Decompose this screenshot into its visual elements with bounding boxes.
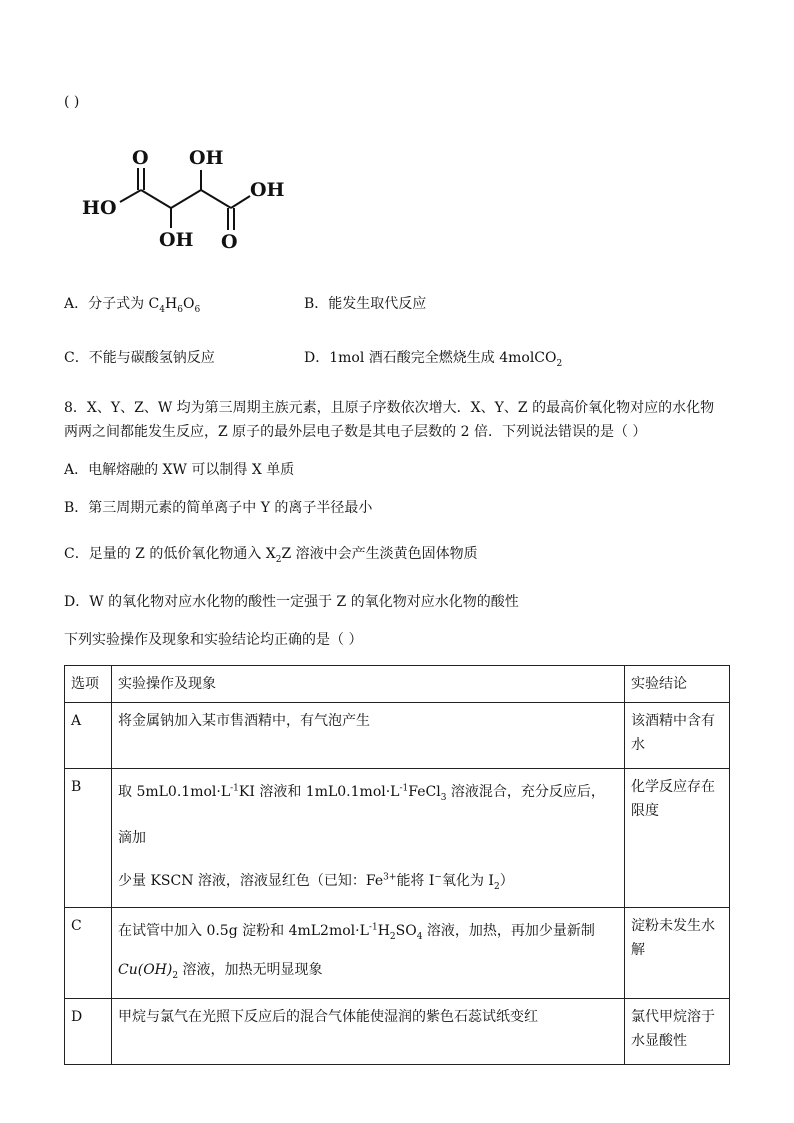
row-conclusion: 氯代甲烷溶于水显酸性 — [625, 999, 730, 1065]
row-operation: 将金属钠加入某市售酒精中，有气泡产生 — [112, 703, 625, 769]
row-conclusion: 淀粉未发生水解 — [625, 908, 730, 999]
row-conclusion: 化学反应存在限度 — [625, 769, 730, 908]
answer-bracket: ( ) — [64, 94, 80, 110]
q7-option-a: A．分子式为 $C_4H_6O_6$ — [64, 296, 201, 315]
q7-option-c: C．不能与碳酸氢钠反应 — [64, 350, 215, 366]
q9-stem: 下列实验操作及现象和实验结论均正确的是（ ） — [64, 632, 363, 648]
mol-label: O — [132, 147, 149, 169]
row-operation: 在试管中加入 0.5g 淀粉和 $4mL2mol\cdot L^{-1}H_2SO_4$ 溶液，加热，再加少量新制 $Cu(OH)_2$ 溶液，加热无明显现象 — [112, 908, 625, 999]
q8-option-a: A．电解熔融的 XW 可以制得 X 单质 — [64, 462, 295, 478]
row-operation: 取 $5mL0.1mol\cdot L^{-1}KI$ 溶液和 $1mL0.1mol\cdot L^{-1}FeCl_3$ 溶液混合，充分反应后，滴加 少量 KSCN 溶液，溶液显红色（已知：$Fe^{3+}$能将 I−氧化为 $I_2$） — [112, 769, 625, 908]
header-conclusion: 实验结论 — [625, 666, 730, 703]
table-header-row — [65, 666, 730, 703]
header-option: 选项 — [65, 666, 112, 703]
table-row — [65, 908, 730, 999]
row-option: C — [65, 908, 112, 999]
table-row — [65, 999, 730, 1065]
mol-label: O — [221, 231, 238, 253]
row-operation: 甲烷与氯气在光照下反应后的混合气体能使湿润的紫色石蕊试纸变红 — [112, 999, 625, 1065]
q8-option-d: D．W 的氧化物对应水化物的酸性一定强于 Z 的氧化物对应水化物的酸性 — [64, 594, 519, 610]
experiment-table — [64, 665, 730, 1065]
tartaric-acid-structure — [78, 140, 290, 255]
row-option: A — [65, 703, 112, 769]
table-row — [65, 703, 730, 769]
row-option: B — [65, 769, 112, 908]
mol-label: OH — [189, 147, 224, 169]
row-conclusion: 该酒精中含有水 — [625, 703, 730, 769]
q8-stem-line1: 8．X、Y、Z、W 均为第三周期主族元素，且原子序数依次增大．X、Y、Z 的最高价氧化物对应的水化物 — [64, 400, 715, 416]
q8-option-c: C．足量的 Z 的低价氧化物通入 $X_2Z$ 溶液中会产生淡黄色固体物质 — [64, 546, 478, 565]
q8-stem-line2: 两两之间都能发生反应，Z 原子的最外层电子数是其电子层数的 2 倍．下列说法错误的是（ ） — [64, 424, 647, 440]
header-operation: 实验操作及现象 — [112, 666, 625, 703]
q8-option-b: B．第三周期元素的简单离子中 Y 的离子半径最小 — [64, 500, 373, 516]
mol-label: OH — [159, 229, 194, 251]
mol-label: HO — [82, 197, 117, 219]
q7-option-b: B．能发生取代反应 — [304, 296, 427, 312]
row-option: D — [65, 999, 112, 1065]
table-row — [65, 769, 730, 908]
mol-label: OH — [250, 179, 285, 201]
q7-option-d: D．1mol 酒石酸完全燃烧生成 4molCO$_2$ — [304, 350, 563, 369]
